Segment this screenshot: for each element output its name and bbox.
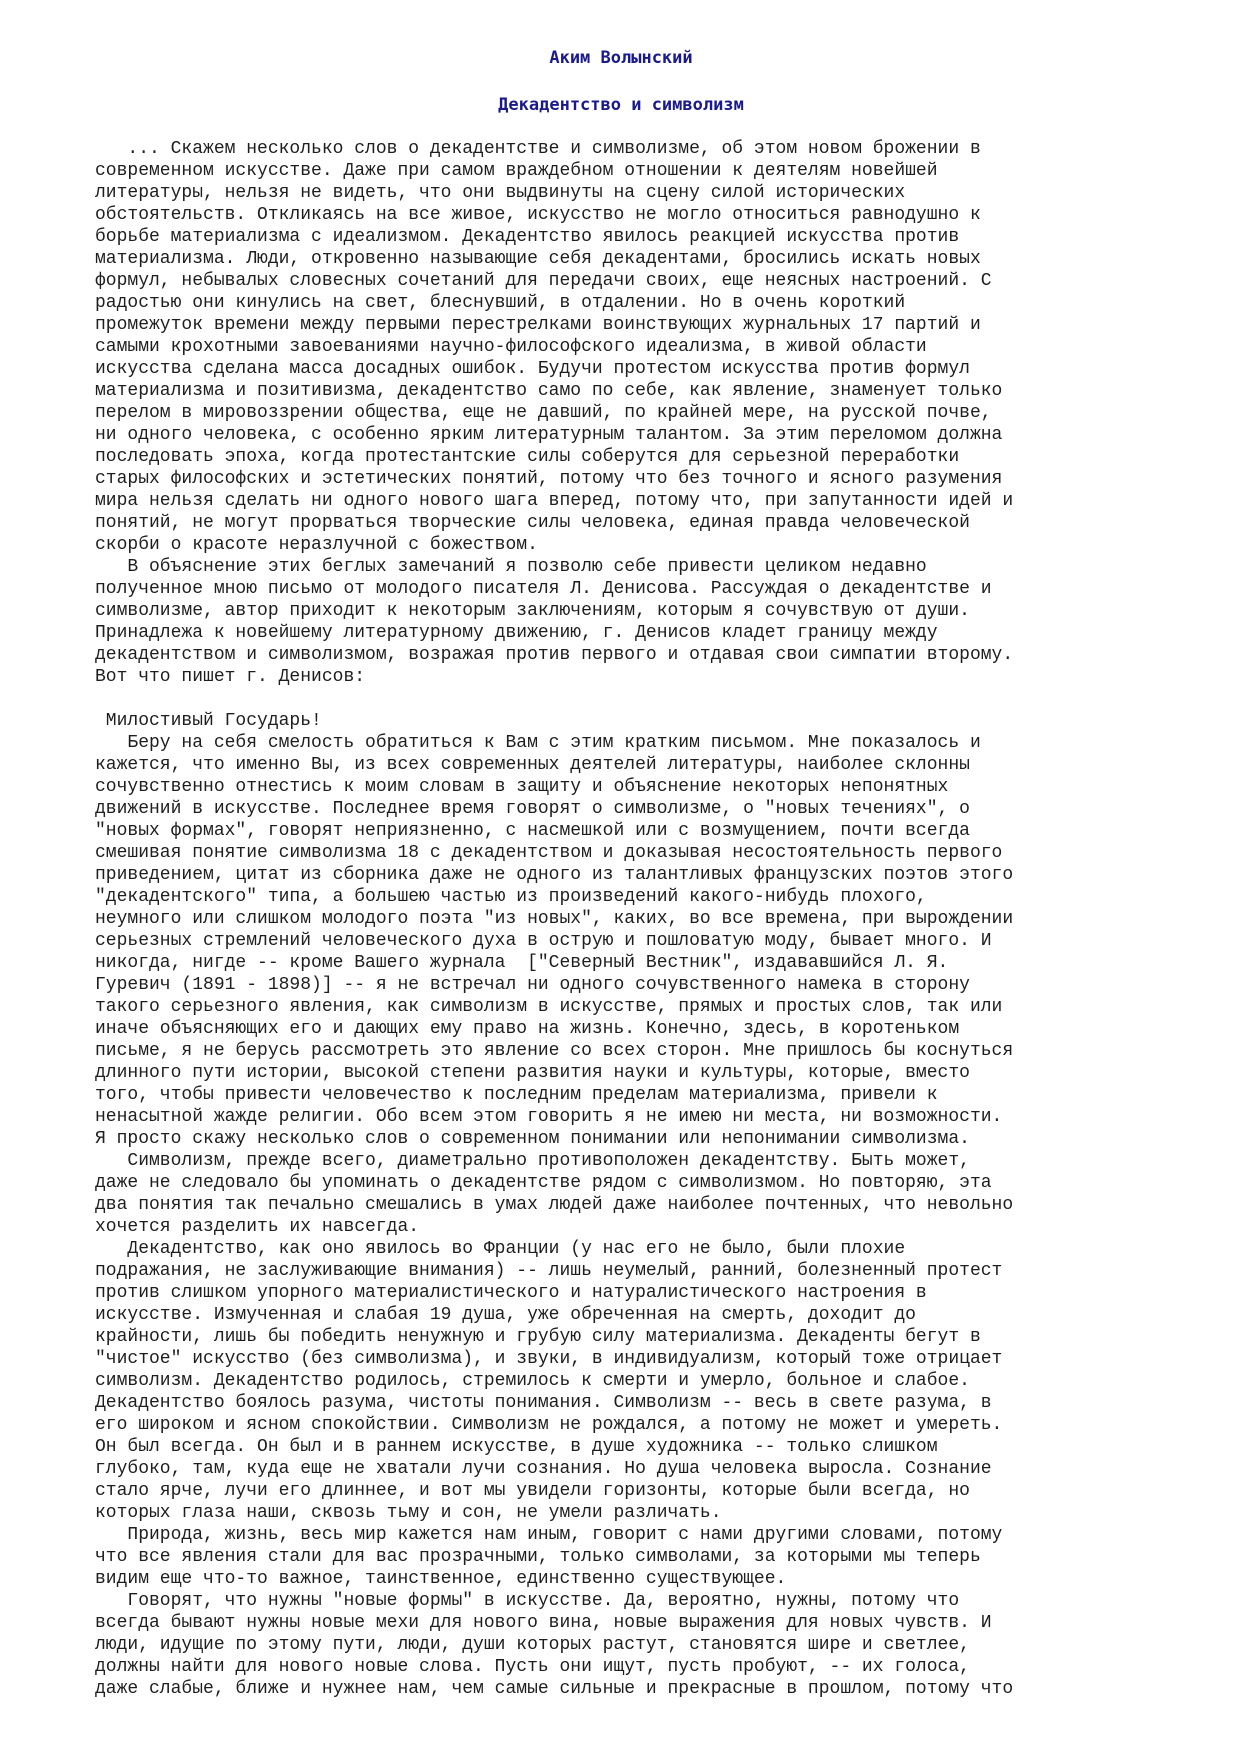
text-line: Говорят, что нужны "новые формы" в искусстве. Да, вероятно, нужны, потому что [95, 1591, 960, 1611]
text-line: декадентством и символизмом, возражая против первого и отдавая свои симпатии второму. [95, 645, 1014, 665]
text-line: Декадентство, как оно явилось во Франции (у нас его не было, были плохие [95, 1239, 906, 1259]
text-line: литературы, нельзя не видеть, что они выдвинуты на сцену силой исторических [95, 183, 906, 203]
text-line: такого серьезного явления, как символизм в искусстве, прямых и простых слов, так или [95, 997, 1003, 1017]
text-line: смешивая понятие символизма 18 с декадентством и доказывая несостоятельность первого [95, 843, 1003, 863]
text-line: полученное мною письмо от молодого писателя Л. Денисова. Рассуждая о декадентстве и [95, 579, 992, 599]
text-line: промежуток времени между первыми перестрелками воинствующих журнальных 17 партий и [95, 315, 981, 335]
text-line: Беру на себя смелость обратиться к Вам с этим кратким письмом. Мне показалось и [95, 733, 981, 753]
text-line: Природа, жизнь, весь мир кажется нам иным, говорит с нами другими словами, потому [95, 1525, 1003, 1545]
text-line: Вот что пишет г. Денисов: [95, 667, 366, 687]
text-line: Гуревич (1891 - 1898)] -- я не встречал ни одного сочувственного намека в сторону [95, 975, 970, 995]
text-line: обстоятельств. Откликаясь на все живое, искусство не могло относиться равнодушно к [95, 205, 981, 225]
text-line: Декадентство боялось разума, чистоты понимания. Символизм -- весь в свете разума, в [95, 1393, 992, 1413]
text-line: перелом в мировоззрении общества, еще не давший, по крайней мере, на русской почве, [95, 403, 992, 423]
text-line: длинного пути истории, высокой степени развития науки и культуры, которые, вместо [95, 1063, 970, 1083]
text-line: должны найти для нового новые слова. Пусть они ищут, пусть пробуют, -- их голоса, [95, 1657, 970, 1677]
text-line: Принадлежа к новейшему литературному движению, г. Денисов кладет границу между [95, 623, 938, 643]
text-line: ... Скажем несколько слов о декадентстве и символизме, об этом новом брожении в [95, 139, 981, 159]
text-line: сочувственно отнестись к моим словам в защиту и объяснение некоторых непонятных [95, 777, 949, 797]
text-line: старых философских и эстетических понятий, потому что без точного и ясного разумения [95, 469, 1003, 489]
text-line: ни одного человека, с особенно ярким литературным талантом. За этим переломом должна [95, 425, 1003, 445]
text-line: Символизм, прежде всего, диаметрально противоположен декадентству. Быть может, [95, 1151, 970, 1171]
text-line: иначе объясняющих его и дающих ему право на жизнь. Конечно, здесь, в коротеньком [95, 1019, 960, 1039]
document-body [95, 138, 1175, 1700]
text-line: искусстве. Измученная и слабая 19 душа, уже обреченная на смерть, доходит до [95, 1305, 916, 1325]
text-line: его широком и ясном спокойствии. Символизм не рождался, а потому не может и умереть. [95, 1415, 1003, 1435]
text-line: люди, идущие по этому пути, люди, души которых растут, становятся шире и светлее, [95, 1635, 970, 1655]
text-line: всегда бывают нужны новые мехи для нового вина, новые выражения для новых чувств. И [95, 1613, 992, 1633]
text-line: даже не следовало бы упоминать о декадентстве рядом с символизмом. Но повторяю, эта [95, 1173, 992, 1193]
text-line: В объяснение этих беглых замечаний я позволю себе привести целиком недавно [95, 557, 927, 577]
text-line: Я просто скажу несколько слов о современном понимании или непонимании символизма. [95, 1129, 970, 1149]
text-line: того, чтобы привести человечество к последним пределам материализма, привели к [95, 1085, 938, 1105]
text-line: которых глаза наши, сквозь тьму и сон, не умели различать. [95, 1503, 722, 1523]
text-line: понятий, не могут прорваться творческие силы человека, единая правда человеческой [95, 513, 970, 533]
text-line: что все явления стали для вас прозрачными, только символами, за которыми мы теперь [95, 1547, 981, 1567]
text-line: скорби о красоте неразлучной с божеством. [95, 535, 538, 555]
text-line: символизме, автор приходит к некоторым заключениям, которым я сочувствую от души. [95, 601, 970, 621]
text-line: крайности, лишь бы победить ненужную и грубую силу материализма. Декаденты бегут в [95, 1327, 981, 1347]
text-line: современном искусстве. Даже при самом враждебном отношении к деятелям новейшей [95, 161, 938, 181]
text-line: приведением, цитат из сборника даже не одного из талантливых французских поэтов этого [95, 865, 1014, 885]
text-line: символизм. Декадентство родилось, стремилось к смерти и умерло, больное и слабое. [95, 1371, 970, 1391]
text-line: письме, я не берусь рассмотреть это явление со всех сторон. Мне пришлось бы коснуться [95, 1041, 1014, 1061]
text-line: самыми крохотными завоеваниями научно-философского идеализма, в живой области [95, 337, 927, 357]
text-line: мира нельзя сделать ни одного нового шага вперед, потому что, при запутанности идей и [95, 491, 1014, 511]
text-line: хочется разделить их навсегда. [95, 1217, 420, 1237]
text-line: борьбе материализма с идеализмом. Декадентство явилось реакцией искусства против [95, 227, 960, 247]
text-line: искусства сделана масса досадных ошибок. Будучи протестом искусства против формул [95, 359, 970, 379]
text-line: никогда, нигде -- кроме Вашего журнала ["Северный Вестник", издававшийся Л. Я. [95, 953, 949, 973]
text-line: радостью они кинулись на свет, блеснувший, в отдалении. Но в очень короткий [95, 293, 906, 313]
text-line: материализма и позитивизма, декадентство само по себе, как явление, знаменует только [95, 381, 1003, 401]
text-line: стало ярче, лучи его длиннее, и вот мы увидели горизонты, которые были всегда, но [95, 1481, 970, 1501]
text-line: глубоко, там, куда еще не хватали лучи сознания. Но душа человека выросла. Сознание [95, 1459, 992, 1479]
text-line: даже слабые, ближе и нужнее нам, чем самые сильные и прекрасные в прошлом, потому что [95, 1679, 1014, 1699]
text-line: серьезных стремлений человеческого духа в острую и пошловатую моду, бывает много. И [95, 931, 992, 951]
text-line: видим еще что-то важное, таинственное, единственно существующее. [95, 1569, 787, 1589]
text-line: Милостивый Государь! [95, 711, 322, 731]
text-line: два понятия так печально смешались в умах людей даже наиболее почтенных, что невольно [95, 1195, 1014, 1215]
text-line: неумного или слишком молодого поэта "из новых", каких, во все времена, при вырождении [95, 909, 1014, 929]
author-name: Аким Волынский [549, 48, 693, 68]
text-line: "чистое" искусство (без символизма), и звуки, в индивидуализм, который тоже отрицает [95, 1349, 1003, 1369]
text-line: подражания, не заслуживающие внимания) -- лишь неумелый, ранний, болезненный протест [95, 1261, 1003, 1281]
text-line: формул, небывалых словесных сочетаний для передачи своих, еще неясных настроений. С [95, 271, 992, 291]
text-line: материализма. Люди, откровенно называющие себя декадентами, бросились искать новых [95, 249, 981, 269]
document-title: Декадентство и символизм [498, 95, 744, 115]
text-line: "декадентского" типа, а большею частью из произведений какого-нибудь плохого, [95, 887, 927, 907]
text-line: "новых формах", говорят неприязненно, с насмешкой или с возмущением, почти всегда [95, 821, 970, 841]
text-line: последовать эпоха, когда протестантские силы соберутся для серьезной переработки [95, 447, 960, 467]
text-line: движений в искусстве. Последнее время говорят о символизме, о "новых течениях", о [95, 799, 970, 819]
text-line [95, 688, 1175, 710]
text-line: против слишком упорного материалистического и натуралистического настроения в [95, 1283, 927, 1303]
text-line: кажется, что именно Вы, из всех современных деятелей литературы, наиболее склонны [95, 755, 970, 775]
text-line: Он был всегда. Он был и в раннем искусстве, в душе художника -- только слишком [95, 1437, 938, 1457]
text-line: ненасытной жажде религии. Обо всем этом говорить я не имею ни места, ни возможности. [95, 1107, 1003, 1127]
